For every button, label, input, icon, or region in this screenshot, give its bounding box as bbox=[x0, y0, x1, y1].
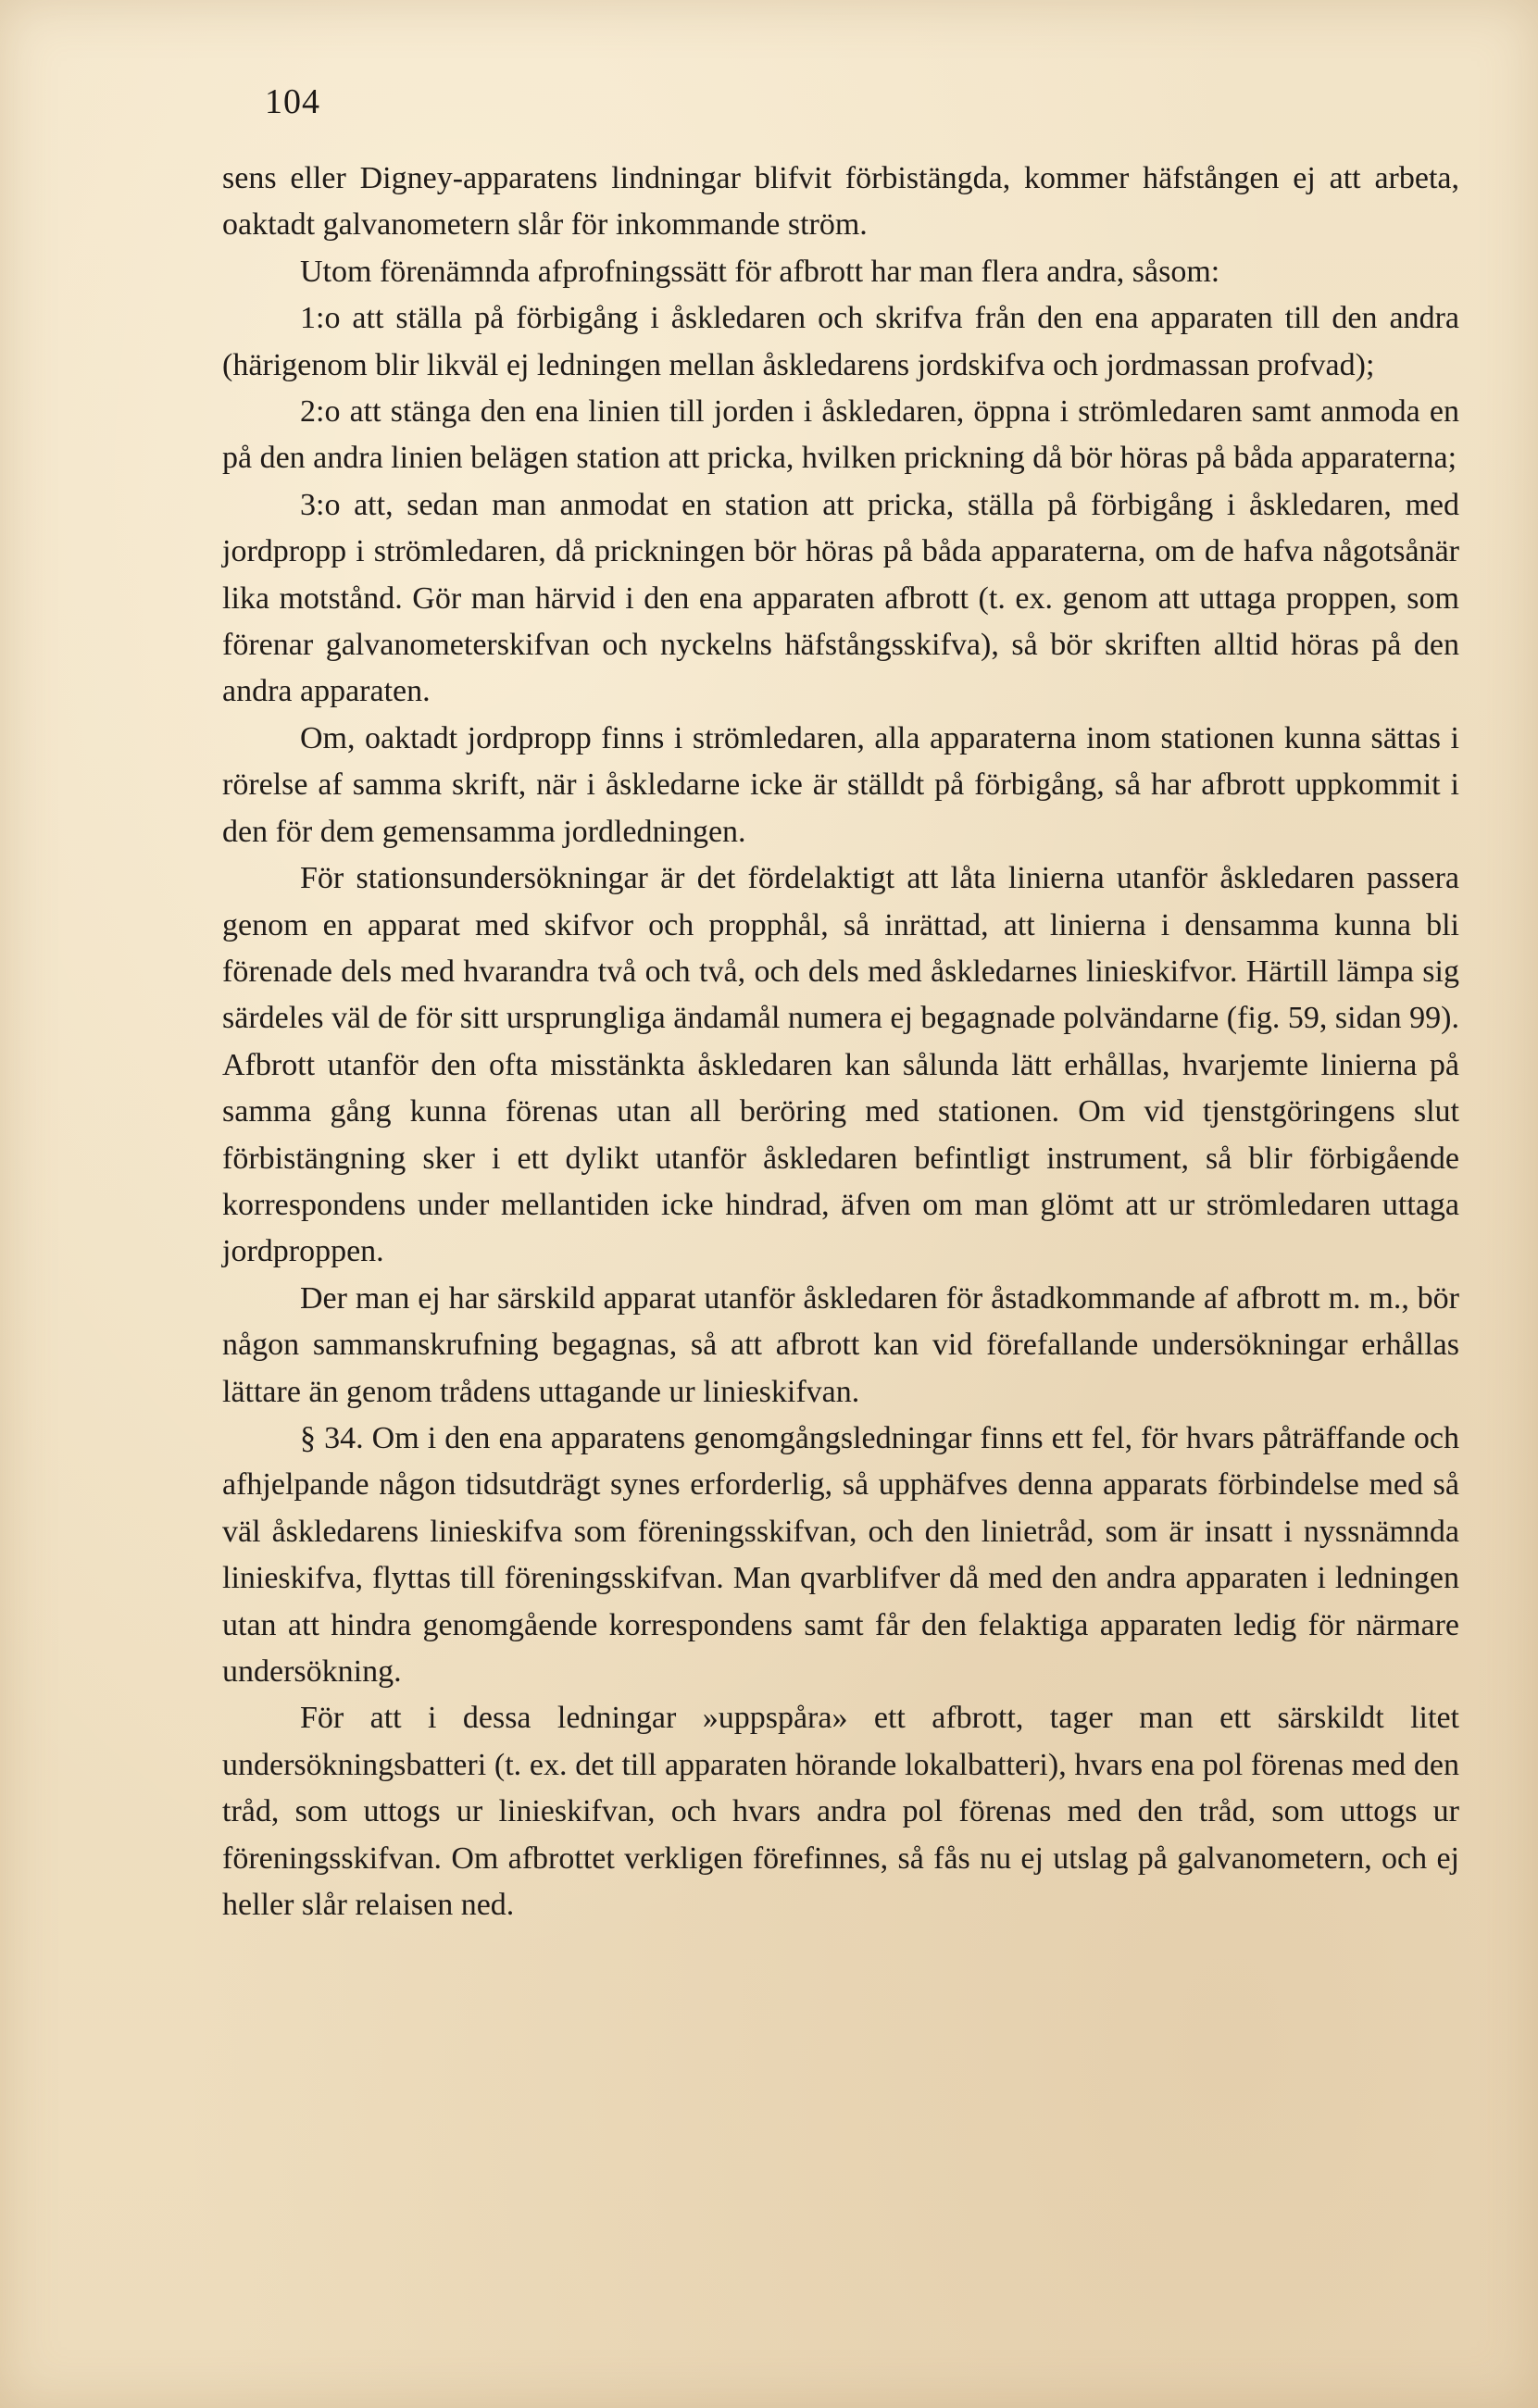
paragraph-jordpropp: Om, oaktadt jordpropp finns i strömledaren, alla apparaterna inom stationen kunna sättas i rörelse af samma skrift, när i åskledarne icke är ställdt på förbigång, så har afbrott uppkommit i den för dem gemensamma jordledningen. bbox=[222, 720, 1459, 849]
paragraph-intro-methods: Utom förenämnda afprofningssätt för afbrott har man flera andra, såsom: bbox=[300, 254, 1220, 289]
paragraph-method-2: 2:o att stänga den ena linien till jorden i åskledaren, öppna i strömledaren samt anmoda en på den andra linien belägen station att pricka, hvilken prickning då bör höras på båda apparaterna; bbox=[222, 394, 1459, 476]
paragraph-uppsparа: För att i dessa ledningar »uppspåra» ett afbrott, tager man ett särskildt litet undersökningsbatteri (t. ex. det till apparaten hörande lokalbatteri), hvars ena pol förenas med den tråd, som uttogs ur linieskifvan, och hvars andra pol förenas med den tråd, som uttogs ur föreningsskifvan. Om afbrottet verkligen förefinnes, så fås nu ej utslag på galvanometern, och ej heller slår relaisen ned. bbox=[222, 1701, 1459, 1923]
paragraph-section-34: § 34. Om i den ena apparatens genomgångsledningar finns ett fel, för hvars påträffande och afhjelpande någon tidsutdrägt synes erforderlig, så upphäfves denna apparats förbindelse med så väl åskledarens linieskifva som föreningsskifvan, och den linietråd, som är insatt i nyssnämnda linieskifva, flyttas till föreningsskifvan. Man qvarblifver då med den andra apparaten i ledningen utan att hindra genomgående korrespondens samt får den felaktiga apparaten ledig för närmare undersökning. bbox=[222, 1420, 1459, 1689]
paragraph-method-1: 1:o att ställa på förbigång i åskledaren och skrifva från den ena apparaten till den andra (härigenom blir likväl ej ledningen mellan åskledarens jordskifva och jordmassan profvad); bbox=[222, 301, 1459, 382]
page-number: 104 bbox=[265, 82, 320, 121]
paragraph-method-3: 3:o att, sedan man anmodat en station att pricka, ställa på förbigång i åskledaren, med jordpropp i strömledaren, då prickningen bör höras på båda apparaterna, om de hafva någotsånär lika motstånd. Gör man härvid i den ena apparaten afbrott (t. ex. genom att uttaga proppen, som förenar galvanometerskifvan och nyckelns häfstångsskifva), så bör skriften alltid höras på den andra apparaten. bbox=[222, 487, 1459, 709]
paragraph-sammanskrufning: Der man ej har särskild apparat utanför åskledaren för åstadkommande af afbrott m. m., bör någon sammanskrufning begagnas, så att afbrott kan vid förefallande undersökningar erhållas lättare än genom trådens uttagande ur linieskifvan. bbox=[222, 1280, 1459, 1409]
paragraph-continuation: sens eller Digney-apparatens lindningar blifvit förbistängda, kommer häfstången ej att arbeta, oaktadt galvanometern slår för inkommande ström. bbox=[222, 161, 1459, 243]
paragraph-stationsundersokningar: För stationsundersökningar är det fördelaktigt att låta linierna utanför åskledaren passera genom en apparat med skifvor och propphål, så inrättad, att linierna i densamma kunna bli förenade dels med hvarandra två och två, och dels med åskledarnes linieskifvor. Härtill lämpa sig särdeles väl de för sitt ursprungliga ändamål numera ej begagnade polvändarne (fig. 59, sidan 99). Afbrott utanför den ofta misstänkta åskledaren kan sålunda lätt erhållas, hvarjemte linierna på samma gång kunna förenas utan all beröring med stationen. Om vid tjenstgöringens slut förbistängning sker i ett dylikt utanför åskledaren befintligt instrument, så blir förbigående korrespondens under mellantiden icke hindrad, äfven om man glömt att ur strömledaren uttaga jordproppen. bbox=[222, 861, 1459, 1269]
body-text bbox=[222, 156, 1459, 1928]
